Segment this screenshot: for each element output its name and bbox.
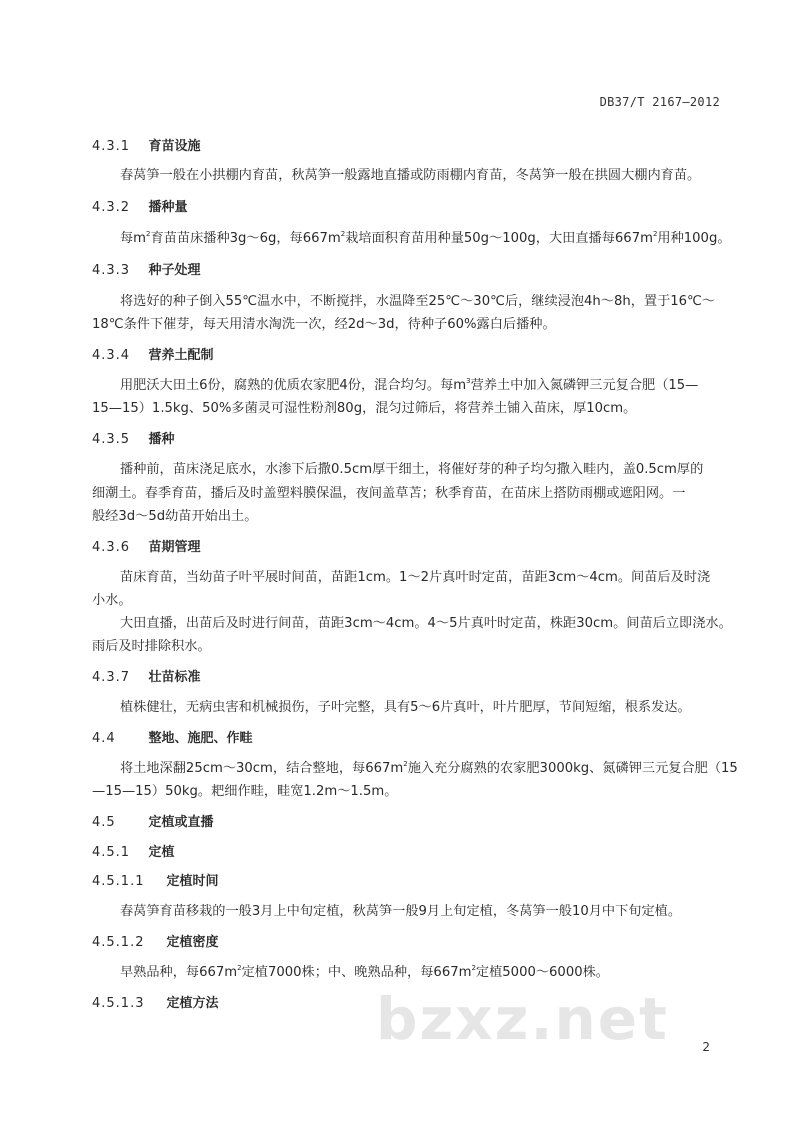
superscript: 2 [146, 230, 151, 238]
text-segment: 定植5000～6000株。 [475, 965, 609, 980]
paragraph-4-3-5-line3: 般经3d～5d幼苗开始出土。 [92, 509, 258, 524]
text-segment: 每m [120, 231, 147, 246]
heading-number: 4.5.1.1 [92, 874, 145, 889]
page-number: 2 [702, 1040, 710, 1054]
standard-code: DB37/T 2167—2012 [599, 95, 720, 109]
heading-number: 4.5.1.3 [92, 996, 145, 1011]
text-segment: 早熟品种，每667m [120, 965, 238, 980]
superscript: 2 [340, 230, 346, 238]
heading-title: 整地、施肥、作畦 [148, 731, 253, 746]
heading-4-5-1-1 [92, 870, 732, 889]
heading-title: 定植或直播 [148, 815, 214, 830]
heading-number: 4.3.2 [92, 200, 131, 215]
paragraph-4-3-6-line2: 小水。 [92, 593, 132, 608]
text-segment: 将土地深翻25cm～30cm，结合整地，每667m [120, 761, 404, 776]
text-segment: 营养土中加入氮磷钾三元复合肥（15— [470, 378, 699, 393]
heading-title: 定植密度 [166, 935, 219, 950]
superscript: 2 [403, 760, 408, 768]
paragraph-4-3-4-line2: 15—15）1.5kg、50%多菌灵可湿性粉剂80g，混匀过筛后，将营养土铺入苗床，厚10cm。 [92, 401, 637, 416]
paragraph-4-3-3-line2: 18℃条件下催芽，每天用清水淘洗一次，经2d～3d，待种子60%露白后播种。 [92, 317, 556, 332]
heading-title: 种子处理 [148, 263, 201, 278]
text-segment: 施入充分腐熟的农家肥3000kg、氮磷钾三元复合肥（15 [407, 761, 738, 776]
text-segment: 定植7000株；中、晚熟品种，每667m [241, 965, 472, 980]
heading-4-3-3 [92, 259, 732, 278]
paragraph-4-5-1-2 [120, 961, 730, 980]
heading-number: 4.3.1 [92, 139, 131, 154]
text-segment: 用种100g。 [657, 231, 731, 246]
heading-title: 苗期管理 [148, 540, 201, 555]
superscript: 2 [471, 964, 476, 972]
paragraph-4-3-4-line1 [120, 374, 730, 393]
heading-number: 4.4 [92, 731, 116, 746]
heading-4-3-7 [92, 666, 732, 685]
paragraph-4-3-6-line1: 苗床育苗，当幼苗子叶平展时间苗，苗距1cm。1～2片真叶时定苗，苗距3cm～4cm。间苗后及时浇 [120, 570, 711, 585]
heading-4-5 [92, 811, 732, 830]
paragraph-4-4-line2: —15—15）50kg。耙细作畦，畦宽1.2m～1.5m。 [92, 784, 398, 799]
heading-number: 4.3.5 [92, 432, 131, 447]
superscript: 2 [237, 964, 242, 972]
watermark: bzxz.net [376, 985, 669, 1053]
paragraph-4-3-2 [120, 227, 730, 246]
heading-title: 播种量 [148, 200, 188, 215]
heading-number: 4.3.6 [92, 540, 131, 555]
heading-4-3-1 [92, 135, 732, 154]
heading-4-3-4 [92, 344, 732, 363]
heading-4-3-5 [92, 428, 732, 447]
heading-title: 育苗设施 [148, 139, 201, 154]
heading-number: 4.5.1 [92, 845, 131, 860]
heading-number: 4.3.7 [92, 670, 131, 685]
paragraph-4-4-line1 [120, 757, 738, 776]
text-segment: 栽培面积育苗用种量50g～100g，大田直播每667m [345, 231, 653, 246]
paragraph-4-3-5-line1: 播种前，苗床浇足底水，水渗下后撒0.5cm厚干细土，将催好芽的种子均匀撒入畦内，盖0.5cm厚的 [120, 462, 704, 477]
paragraph-4-3-6-line4: 雨后及时排除积水。 [92, 639, 211, 654]
paragraph-4-5-1-1: 春莴笋育苗移栽的一般3月上中旬定植，秋莴笋一般9月上旬定植，冬莴笋一般10月中下旬定植。 [120, 904, 682, 919]
heading-number: 4.5 [92, 815, 116, 830]
superscript: 3 [466, 377, 471, 385]
paragraph-4-3-7: 植株健壮，无病虫害和机械损伤，子叶完整，具有5～6片真叶，叶片肥厚，节间短缩，根系发达。 [120, 700, 691, 715]
heading-title: 壮苗标准 [148, 670, 201, 685]
heading-title: 定植时间 [166, 874, 219, 889]
heading-title: 定植方法 [166, 996, 219, 1011]
heading-4-3-6 [92, 536, 732, 555]
superscript: 2 [652, 230, 658, 238]
paragraph-4-3-1: 春莴笋一般在小拱棚内育苗，秋莴笋一般露地直播或防雨棚内育苗，冬莴笋一般在拱圆大棚内育苗。 [120, 168, 701, 183]
heading-title: 营养土配制 [148, 348, 214, 363]
heading-number: 4.3.4 [92, 348, 131, 363]
text-segment: 用肥沃大田土6份，腐熟的优质农家肥4份，混合均匀。每m [120, 378, 467, 393]
heading-4-5-1-2 [92, 931, 732, 950]
heading-title: 播种 [148, 432, 175, 447]
heading-number: 4.3.3 [92, 263, 131, 278]
heading-4-3-2 [92, 196, 732, 215]
heading-4-4 [92, 727, 732, 746]
heading-4-5-1 [92, 841, 732, 860]
paragraph-4-3-3-line1: 将选好的种子倒入55℃温水中，不断搅拌，水温降至25℃～30℃后，继续浸泡4h～8h，置于16℃～ [120, 294, 716, 309]
text-segment: 育苗苗床播种3g～6g，每667m [150, 231, 341, 246]
paragraph-4-3-5-line2: 细潮土。春季育苗，播后及时盖塑料膜保温，夜间盖草苫；秋季育苗，在苗床上搭防雨棚或遮阳网。一 [92, 486, 686, 501]
heading-title: 定植 [148, 845, 175, 860]
paragraph-4-3-6-line3: 大田直播，出苗后及时进行间苗，苗距3cm～4cm。4～5片真叶时定苗，株距30cm。间苗后立即浇水。 [120, 616, 732, 631]
heading-number: 4.5.1.2 [92, 935, 145, 950]
